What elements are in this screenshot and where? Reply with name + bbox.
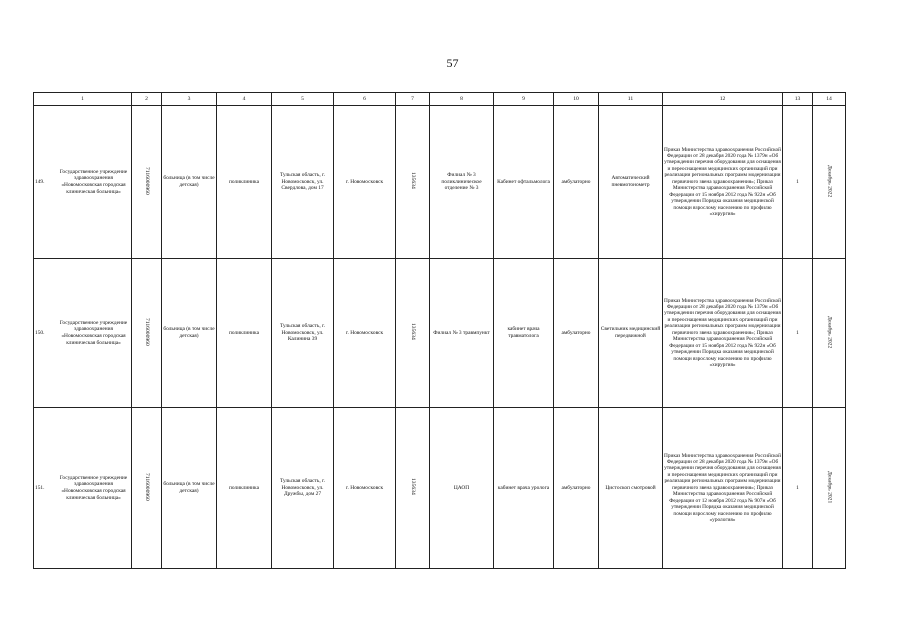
column-header: 12 (663, 93, 783, 106)
column-number-row (34, 93, 846, 106)
room-cell: кабинет врача травматолога (494, 259, 554, 408)
equipment-cell: Цистоскоп смотровой (599, 408, 663, 569)
condition-cell: амбулаторно (554, 259, 599, 408)
condition-cell: амбулаторно (554, 408, 599, 569)
facility-type-cell: больница (в том числе детская) (162, 259, 217, 408)
row-number: 149. (35, 178, 45, 185)
column-header: 7 (396, 93, 430, 106)
column-header: 8 (430, 93, 494, 106)
column-header: 10 (554, 93, 599, 106)
facility-type-cell: больница (в том числе детская) (162, 106, 217, 259)
legal-basis-cell: Приказ Министерства здравоохранения Российской Федерации от 28 декабря 2020 года № 1379н «Об утверждении перечня оборудования для оснащения и переоснащения медицинских организаций при реализации региональных программ модернизации первичного звена здравоохранения»; Приказ Министерства здравоохранения Российской Федерации от 15 ноября 2012 года № 922н «Об утверждении Порядка оказания медицинской помощи взрослому населению по профилю «хирургия» (663, 106, 783, 259)
table-row (34, 106, 846, 259)
column-header: 9 (494, 93, 554, 106)
quantity-cell: 1 (783, 106, 813, 259)
city-cell: г. Новомосковск (334, 408, 396, 569)
date-cell (813, 408, 846, 569)
code-cell (132, 408, 162, 569)
row-number: 151. (35, 484, 45, 491)
column-header: 13 (783, 93, 813, 106)
column-header: 14 (813, 93, 846, 106)
institution-cell (34, 106, 132, 259)
date-value: Декабрь 2021 (826, 470, 833, 503)
quantity-cell: 1 (783, 259, 813, 408)
column-header: 4 (217, 93, 272, 106)
oktmo-cell (396, 259, 430, 408)
oktmo-cell (396, 408, 430, 569)
equipment-cell: Светильник медицинский передвижной (599, 259, 663, 408)
column-header: 2 (132, 93, 162, 106)
legal-basis-cell: Приказ Министерства здравоохранения Российской Федерации от 28 декабря 2020 года № 1379н «Об утверждении перечня оборудования для оснащения и переоснащения медицинских организаций при реализации региональных программ модернизации первичного звена здравоохранения»; Приказ Министерства здравоохранения Российской Федерации от 12 ноября 2012 года № 907н «Об утверждении Порядка оказания медицинской помощи взрослому населению по профилю «урология» (663, 408, 783, 569)
address-cell: Тульская область, г. Новомосковск, ул. Свердлова, дом 17 (272, 106, 334, 259)
column-header: 11 (599, 93, 663, 106)
page-number: 57 (446, 56, 459, 70)
column-header: 3 (162, 93, 217, 106)
row-number: 150. (35, 329, 45, 336)
room-cell: Кабинет офтальмолога (494, 106, 554, 259)
facility-type-cell: больница (в том числе детская) (162, 408, 217, 569)
quantity-cell: 1 (783, 408, 813, 569)
room-cell: кабинет врача уролога (494, 408, 554, 569)
date-cell (813, 259, 846, 408)
column-header: 5 (272, 93, 334, 106)
code-value: 7116000960 (143, 317, 150, 346)
institution-name: Государственное учреждение здравоохранения «Новомосковская городская клиническая больница» (59, 474, 128, 501)
institution-name: Государственное учреждение здравоохранения «Новомосковская городская клиническая больница» (59, 319, 128, 346)
care-form-cell: поликлиника (217, 259, 272, 408)
column-header: 6 (334, 93, 396, 106)
department-cell: Филиал № 3 поликлиническое отделение № 3 (430, 106, 494, 259)
condition-cell: амбулаторно (554, 106, 599, 259)
care-form-cell: поликлиника (217, 408, 272, 569)
code-value: 7116000960 (143, 472, 150, 501)
address-cell: Тульская область, г. Новомосковск, ул. Калинина 39 (272, 259, 334, 408)
city-cell: г. Новомосковск (334, 259, 396, 408)
oktmo-value: 135634 (409, 323, 416, 341)
equipment-cell: Автоматический пневмотонометр (599, 106, 663, 259)
legal-basis-cell: Приказ Министерства здравоохранения Российской Федерации от 28 декабря 2020 года № 1379н «Об утверждении перечня оборудования для оснащения и переоснащения медицинских организаций при реализации региональных программ модернизации первичного звена здравоохранения»; Приказ Министерства здравоохранения Российской Федерации от 15 ноября 2012 года № 922н «Об утверждении Порядка оказания медицинской помощи взрослому населению по профилю «хирургия» (663, 259, 783, 408)
code-cell (132, 259, 162, 408)
date-cell (813, 106, 846, 259)
city-cell: г. Новомосковск (334, 106, 396, 259)
department-cell: Филиал № 3 травмпункт (430, 259, 494, 408)
care-form-cell: поликлиника (217, 106, 272, 259)
table-row (34, 259, 846, 408)
equipment-table (33, 92, 846, 569)
code-cell (132, 106, 162, 259)
institution-name: Государственное учреждение здравоохранения «Новомосковская городская клиническая больница» (59, 168, 128, 195)
institution-cell (34, 408, 132, 569)
code-value: 7116000960 (143, 166, 150, 195)
address-cell: Тульская область, г. Новомосковск, ул. Дружбы, дом 27 (272, 408, 334, 569)
oktmo-value: 135634 (409, 478, 416, 496)
oktmo-cell (396, 106, 430, 259)
table-row (34, 408, 846, 569)
date-value: Декабрь 2022 (826, 164, 833, 197)
column-header: 1 (34, 93, 132, 106)
oktmo-value: 135634 (409, 172, 416, 190)
department-cell: ЦАОП (430, 408, 494, 569)
institution-cell (34, 259, 132, 408)
date-value: Декабрь 2022 (826, 315, 833, 348)
